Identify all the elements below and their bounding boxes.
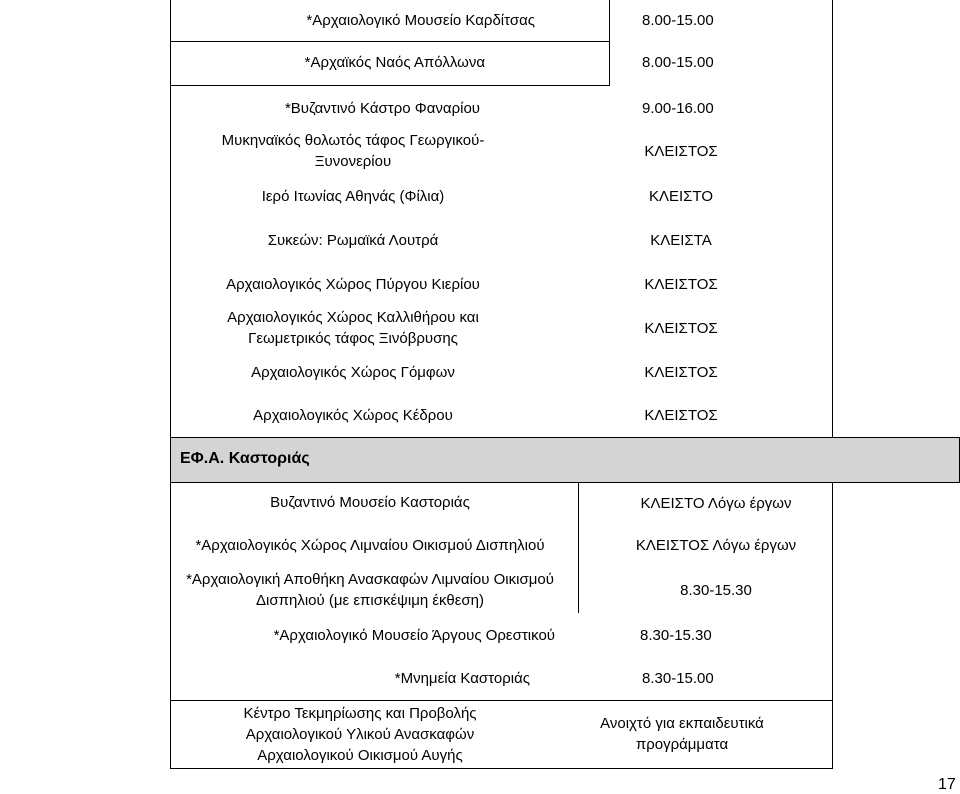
site-name: Αρχαιολογικός Χώρος Γόμφων	[251, 363, 455, 381]
site-name: *Αρχαϊκός Ναός Απόλλωνα	[304, 54, 485, 71]
table-border	[170, 41, 609, 42]
opening-hours: ΚΛΕΙΣΤΟΣ Λόγω έργων	[635, 536, 797, 554]
table-border	[170, 700, 833, 701]
table-border	[832, 0, 833, 437]
section-title: ΕΦ.Α. Καστοριάς	[180, 450, 310, 467]
site-name: *Αρχαιολογικός Χώρος Λιμναίου Οικισμού Δισπηλιού	[195, 536, 545, 554]
opening-hours: ΚΛΕΙΣΤΟΣ	[644, 319, 718, 337]
site-name: *Βυζαντινό Κάστρο Φαναρίου	[284, 99, 480, 117]
site-name: *Αρχαιολογική Αποθήκη Ανασκαφών Λιμναίου Οικισμού Δισπηλιού (με επισκέψιμη έκθεση)	[186, 571, 554, 609]
opening-hours: Ανοιχτό για εκπαιδευτικά προγράμματα	[600, 715, 764, 753]
site-name: Συκεών: Ρωμαϊκά Λουτρά	[267, 231, 439, 249]
site-name: Κέντρο Τεκμηρίωσης και Προβολής Αρχαιολογικού Υλικού Ανασκαφών Αρχαιολογικού Οικισμού Αυγής	[243, 704, 477, 764]
table-border	[170, 768, 833, 769]
opening-hours: 8.30-15.30	[640, 626, 712, 644]
opening-hours: 8.00-15.00	[642, 54, 714, 71]
table-border	[170, 0, 171, 769]
table-border	[170, 482, 960, 483]
site-name: Αρχαιολογικός Χώρος Πύργου Κιερίου	[226, 275, 480, 293]
opening-hours: ΚΛΕΙΣΤΟΣ	[644, 142, 718, 160]
site-name: *Αρχαιολογικό Μουσείο Καρδίτσας	[306, 12, 535, 29]
opening-hours: 8.30-15.00	[642, 669, 714, 687]
site-name: Αρχαιολογικός Χώρος Κέδρου	[253, 407, 453, 424]
opening-hours: ΚΛΕΙΣΤΟ	[648, 187, 714, 205]
opening-hours: 8.30-15.30	[680, 581, 752, 599]
table-border	[832, 482, 833, 769]
site-name: Μυκηναϊκός θολωτός τάφος Γεωργικού-Ξυνονερίου	[221, 132, 485, 170]
site-name: Αρχαιολογικός Χώρος Καλλιθήρου και Γεωμετρικός τάφος Ξινόβρυσης	[227, 309, 479, 347]
opening-hours: ΚΛΕΙΣΤΟΣ	[644, 363, 718, 381]
table-border	[609, 0, 610, 86]
site-name: *Αρχαιολογικό Μουσείο Άργους Ορεστικού	[273, 626, 555, 644]
opening-hours: 8.00-15.00	[642, 12, 714, 29]
opening-hours: ΚΛΕΙΣΤΟΣ	[644, 407, 718, 424]
site-name: *Μνημεία Καστοριάς	[394, 669, 530, 687]
site-name: Βυζαντινό Μουσείο Καστοριάς	[270, 494, 470, 511]
page-number: 17	[938, 776, 956, 793]
opening-hours: ΚΛΕΙΣΤΟ Λόγω έργων	[640, 494, 792, 512]
opening-hours: 9.00-16.00	[642, 99, 714, 117]
table-border	[578, 482, 579, 613]
table-border	[170, 85, 609, 86]
opening-hours: ΚΛΕΙΣΤΑ	[650, 231, 712, 249]
site-name: Ιερό Ιτωνίας Αθηνάς (Φίλια)	[261, 187, 445, 205]
opening-hours: ΚΛΕΙΣΤΟΣ	[644, 275, 718, 293]
table-border	[170, 437, 960, 438]
